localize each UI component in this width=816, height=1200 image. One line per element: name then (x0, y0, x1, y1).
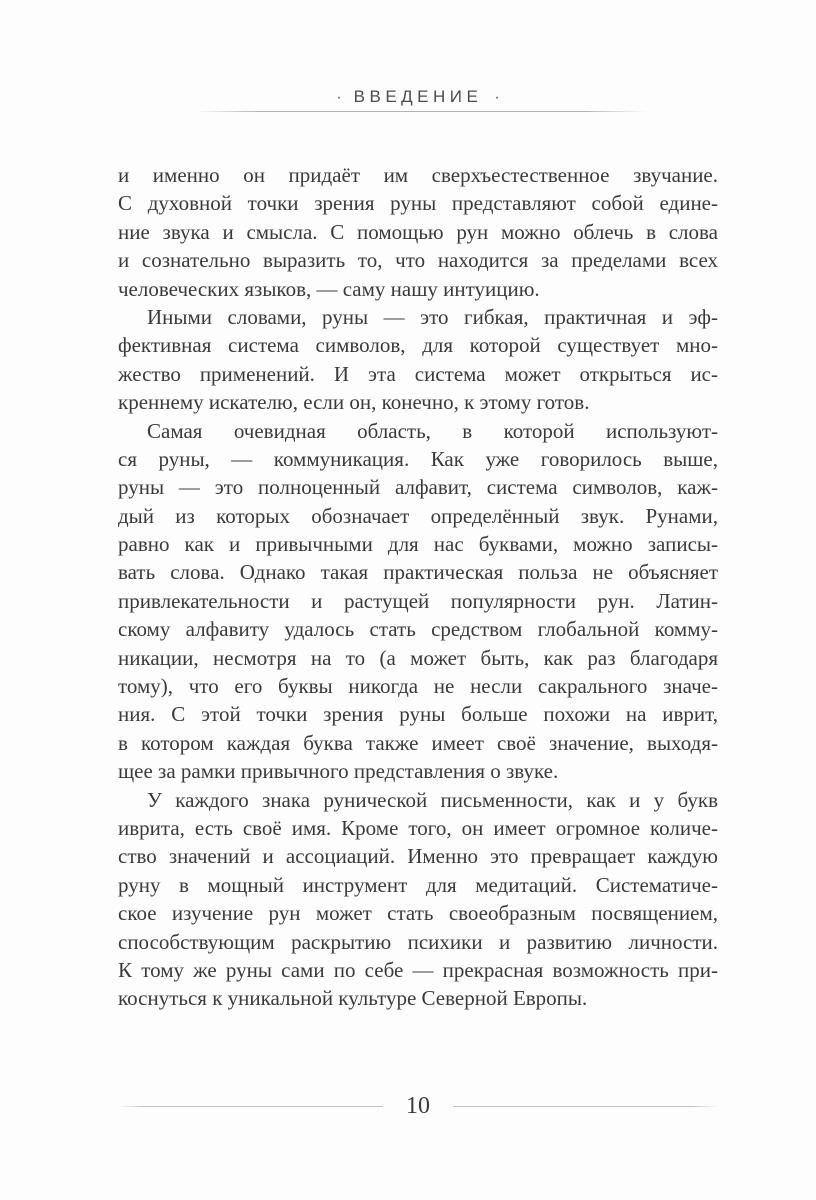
header-decor-left: · (336, 89, 342, 106)
text-line: и именно он придаёт им сверхъестественное звучание. (118, 163, 718, 187)
footer-rule-left (118, 1106, 383, 1107)
text-line: иврита, есть своё имя. Кроме того, он имеет огромное количе- (118, 815, 718, 840)
text-line: никации, несмотря на то (а может быть, как раз благодаря (118, 645, 718, 670)
page-footer (118, 1092, 718, 1120)
body-text (118, 161, 718, 1013)
text-line: дый из которых обозначает определённый звук. Рунами, (118, 503, 718, 528)
text-line: привлекательности и растущей популярности рун. Латин- (118, 588, 718, 613)
text-line: способствующим раскрытию психики и развитию личности. (118, 929, 718, 954)
page-number: 10 (406, 1093, 430, 1119)
text-line: ния. С этой точки зрения руны больше похожи на иврит, (118, 702, 718, 727)
text-line: С духовной точки зрения руны представляют собой едине- (118, 191, 718, 216)
chapter-title: ВВЕДЕНИЕ (353, 87, 483, 106)
footer-rule-right (453, 1106, 718, 1107)
text-line: ся руны, — коммуникация. Как уже говорилось выше, (118, 446, 718, 471)
text-line: скому алфавиту удалось стать средством глобальной комму- (118, 617, 718, 642)
text-line: ское изучение рун может стать своеобразным посвящением, (118, 901, 718, 926)
text-line: жество применений. И эта система может открыться ис- (118, 361, 718, 386)
header-decor-right: · (494, 89, 500, 106)
text-line: коснуться к уникальной культуре Северной Европы. (118, 986, 588, 1011)
text-line: руну в мощный инструмент для медитаций. Систематиче- (118, 872, 718, 897)
text-line: фективная система символов, для которой существует мно- (118, 333, 718, 358)
text-line: У каждого знака рунической письменности, как и у букв (147, 787, 718, 812)
running-head (108, 87, 728, 107)
text-line: вать слова. Однако такая практическая польза не объясняет (118, 560, 718, 585)
text-line: в котором каждая буква также имеет своё значение, выходя- (118, 730, 718, 755)
text-line: Иными словами, руны — это гибкая, практичная и эф- (147, 304, 718, 329)
text-line: Самая очевидная область, в которой используют- (147, 418, 718, 443)
text-line: щее за рамки привычного представления о звуке. (118, 759, 559, 784)
text-line: человеческих языков, — саму нашу интуицию. (118, 276, 540, 301)
text-line: руны — это полноценный алфавит, система символов, каж- (118, 475, 718, 500)
text-line: тому), что его буквы никогда не несли сакрального значе- (118, 674, 718, 699)
text-line: равно как и привычными для нас буквами, можно записы- (118, 532, 718, 557)
text-line: ние звука и смысла. С помощью рун можно облечь в слова (118, 219, 718, 244)
header-rule (195, 111, 647, 112)
text-line: ство значений и ассоциаций. Именно это превращает каждую (118, 844, 718, 869)
text-line: креннему искателю, если он, конечно, к этому готов. (118, 390, 590, 415)
text-line: и сознательно выразить то, что находится за пределами всех (118, 248, 718, 273)
text-line: К тому же руны сами по себе — прекрасная возможность при- (118, 957, 718, 982)
